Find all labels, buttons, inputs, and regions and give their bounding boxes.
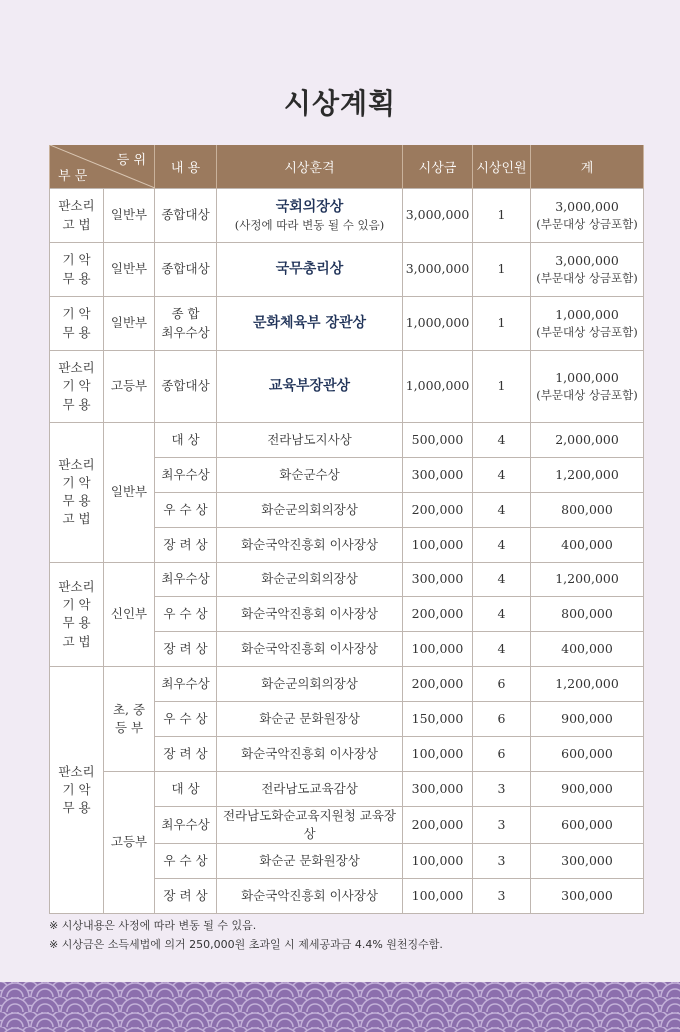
table-row — [50, 771, 644, 806]
prize-cell: 100,000 — [403, 632, 473, 667]
division-cell: 일반부 — [104, 423, 155, 563]
division-cell: 신인부 — [104, 562, 155, 667]
award-name: 교육부장관상 — [268, 378, 351, 395]
note-item: ※ 시상내용은 사정에 따라 변동 될 수 있음. — [49, 919, 257, 932]
total-cell: 400,000 — [531, 632, 644, 667]
total-cell: 400,000 — [531, 527, 644, 562]
content-cell: 대 상 — [155, 771, 217, 806]
header-diagonal-cell — [50, 145, 155, 189]
total-value: 1,000,000 — [555, 307, 619, 323]
award-cell — [217, 351, 403, 423]
content-cell: 종합대상 — [155, 189, 217, 243]
award-name: 국회의장상 — [275, 199, 344, 216]
content-cell: 우 수 상 — [155, 702, 217, 737]
category-cell: 판소리 기 악 무 용 고 법 — [50, 562, 104, 667]
award-cell — [217, 297, 403, 351]
count-cell: 4 — [473, 562, 531, 597]
total-cell — [531, 189, 644, 243]
content-cell: 우 수 상 — [155, 597, 217, 632]
award-name: 국무총리상 — [275, 261, 344, 278]
division-cell: 고등부 — [104, 351, 155, 423]
content-cell: 최우수상 — [155, 562, 217, 597]
count-cell: 3 — [473, 771, 531, 806]
category-cell: 판소리 기 악 무 용 — [50, 667, 104, 914]
total-note: (부문대상 상금포함) — [536, 271, 638, 286]
prize-cell: 300,000 — [403, 562, 473, 597]
total-note: (부문대상 상금포함) — [536, 388, 638, 403]
table-row — [50, 243, 644, 297]
division-cell: 초, 중 등 부 — [104, 667, 155, 772]
count-cell: 6 — [473, 667, 531, 702]
page-title: 시상계획 — [283, 87, 397, 120]
table-row — [50, 189, 644, 243]
content-cell: 장 려 상 — [155, 878, 217, 913]
category-cell: 판소리 기 악 무 용 — [50, 351, 104, 423]
table-row — [50, 562, 644, 597]
total-cell: 1,200,000 — [531, 562, 644, 597]
count-cell: 4 — [473, 423, 531, 458]
total-cell: 2,000,000 — [531, 423, 644, 458]
header-division: 부 문 — [58, 169, 88, 184]
content-cell: 우 수 상 — [155, 844, 217, 879]
category-cell: 판소리 고 법 — [50, 189, 104, 243]
content-cell: 최우수상 — [155, 806, 217, 843]
header-award: 시상훈격 — [217, 145, 403, 189]
content-cell: 우 수 상 — [155, 492, 217, 527]
division-cell: 일반부 — [104, 297, 155, 351]
count-cell: 6 — [473, 702, 531, 737]
prize-cell: 500,000 — [403, 423, 473, 458]
count-cell: 4 — [473, 632, 531, 667]
content-cell: 종합대상 — [155, 243, 217, 297]
prize-cell: 200,000 — [403, 806, 473, 843]
prize-cell: 200,000 — [403, 667, 473, 702]
count-cell: 1 — [473, 243, 531, 297]
total-cell: 900,000 — [531, 771, 644, 806]
content-cell: 장 려 상 — [155, 632, 217, 667]
count-cell: 4 — [473, 527, 531, 562]
division-cell: 일반부 — [104, 189, 155, 243]
prize-cell: 1,000,000 — [403, 351, 473, 423]
award-cell: 전라남도지사상 — [217, 423, 403, 458]
award-table — [49, 145, 644, 914]
wave-pattern-footer — [0, 982, 680, 1032]
category-cell: 기 악 무 용 — [50, 243, 104, 297]
count-cell: 1 — [473, 297, 531, 351]
award-cell: 화순국악진흥회 이사장상 — [217, 597, 403, 632]
prize-cell: 100,000 — [403, 878, 473, 913]
count-cell: 3 — [473, 878, 531, 913]
division-cell: 일반부 — [104, 243, 155, 297]
content-cell: 최우수상 — [155, 667, 217, 702]
category-cell: 판소리 기 악 무 용 고 법 — [50, 423, 104, 563]
total-value: 3,000,000 — [555, 253, 619, 269]
prize-cell: 300,000 — [403, 457, 473, 492]
count-cell: 4 — [473, 492, 531, 527]
total-cell — [531, 297, 644, 351]
award-cell: 화순군 문화원장상 — [217, 844, 403, 879]
notes — [49, 916, 443, 954]
prize-cell: 1,000,000 — [403, 297, 473, 351]
award-cell: 화순군수상 — [217, 457, 403, 492]
award-name: 문화체육부 장관상 — [252, 315, 367, 332]
prize-cell: 200,000 — [403, 597, 473, 632]
total-cell: 1,200,000 — [531, 667, 644, 702]
total-cell: 300,000 — [531, 878, 644, 913]
count-cell: 1 — [473, 189, 531, 243]
total-cell — [531, 351, 644, 423]
total-value: 3,000,000 — [555, 199, 619, 215]
prize-cell: 3,000,000 — [403, 189, 473, 243]
award-cell: 화순국악진흥회 이사장상 — [217, 527, 403, 562]
award-cell: 화순군의회의장상 — [217, 492, 403, 527]
note-item: ※ 시상금은 소득세법에 의거 250,000원 초과일 시 제세공과금 4.4% 원천징수함. — [49, 938, 443, 951]
count-cell: 4 — [473, 457, 531, 492]
total-cell: 600,000 — [531, 737, 644, 772]
header-count: 시상인원 — [473, 145, 531, 189]
total-note: (부문대상 상금포함) — [536, 325, 638, 340]
count-cell: 3 — [473, 806, 531, 843]
prize-cell: 300,000 — [403, 771, 473, 806]
content-cell: 장 려 상 — [155, 527, 217, 562]
table-row — [50, 667, 644, 702]
award-cell: 화순국악진흥회 이사장상 — [217, 737, 403, 772]
award-cell: 전라남도교육감상 — [217, 771, 403, 806]
total-cell: 800,000 — [531, 597, 644, 632]
count-cell: 1 — [473, 351, 531, 423]
award-cell — [217, 189, 403, 243]
total-cell: 600,000 — [531, 806, 644, 843]
award-note: (사정에 따라 변동 될 수 있음) — [234, 218, 385, 233]
award-cell: 화순국악진흥회 이사장상 — [217, 878, 403, 913]
award-cell: 화순군 문화원장상 — [217, 702, 403, 737]
category-cell: 기 악 무 용 — [50, 297, 104, 351]
total-cell: 900,000 — [531, 702, 644, 737]
total-cell: 300,000 — [531, 844, 644, 879]
total-value: 1,000,000 — [555, 370, 619, 386]
content-cell: 종합대상 — [155, 351, 217, 423]
prize-cell: 100,000 — [403, 844, 473, 879]
content-cell: 최우수상 — [155, 457, 217, 492]
table-row — [50, 297, 644, 351]
award-cell — [217, 243, 403, 297]
prize-cell: 200,000 — [403, 492, 473, 527]
division-cell: 고등부 — [104, 771, 155, 913]
total-cell — [531, 243, 644, 297]
prize-cell: 100,000 — [403, 527, 473, 562]
header-prize: 시상금 — [403, 145, 473, 189]
prize-cell: 3,000,000 — [403, 243, 473, 297]
content-cell: 종 합 최우수상 — [155, 297, 217, 351]
total-note: (부문대상 상금포함) — [536, 217, 638, 232]
table-row — [50, 423, 644, 458]
prize-cell: 100,000 — [403, 737, 473, 772]
count-cell: 3 — [473, 844, 531, 879]
award-cell: 화순군의회의장상 — [217, 667, 403, 702]
award-cell: 화순군의회의장상 — [217, 562, 403, 597]
header-total: 계 — [531, 145, 644, 189]
award-cell: 전라남도화순교육지원청 교육장상 — [217, 806, 403, 843]
header-content: 내 용 — [155, 145, 217, 189]
count-cell: 4 — [473, 597, 531, 632]
total-cell: 1,200,000 — [531, 457, 644, 492]
award-cell: 화순국악진흥회 이사장상 — [217, 632, 403, 667]
count-cell: 6 — [473, 737, 531, 772]
content-cell: 장 려 상 — [155, 737, 217, 772]
content-cell: 대 상 — [155, 423, 217, 458]
total-cell: 800,000 — [531, 492, 644, 527]
table-header-row — [50, 145, 644, 189]
prize-cell: 150,000 — [403, 702, 473, 737]
header-grade: 등 위 — [116, 153, 146, 168]
table-row — [50, 351, 644, 423]
